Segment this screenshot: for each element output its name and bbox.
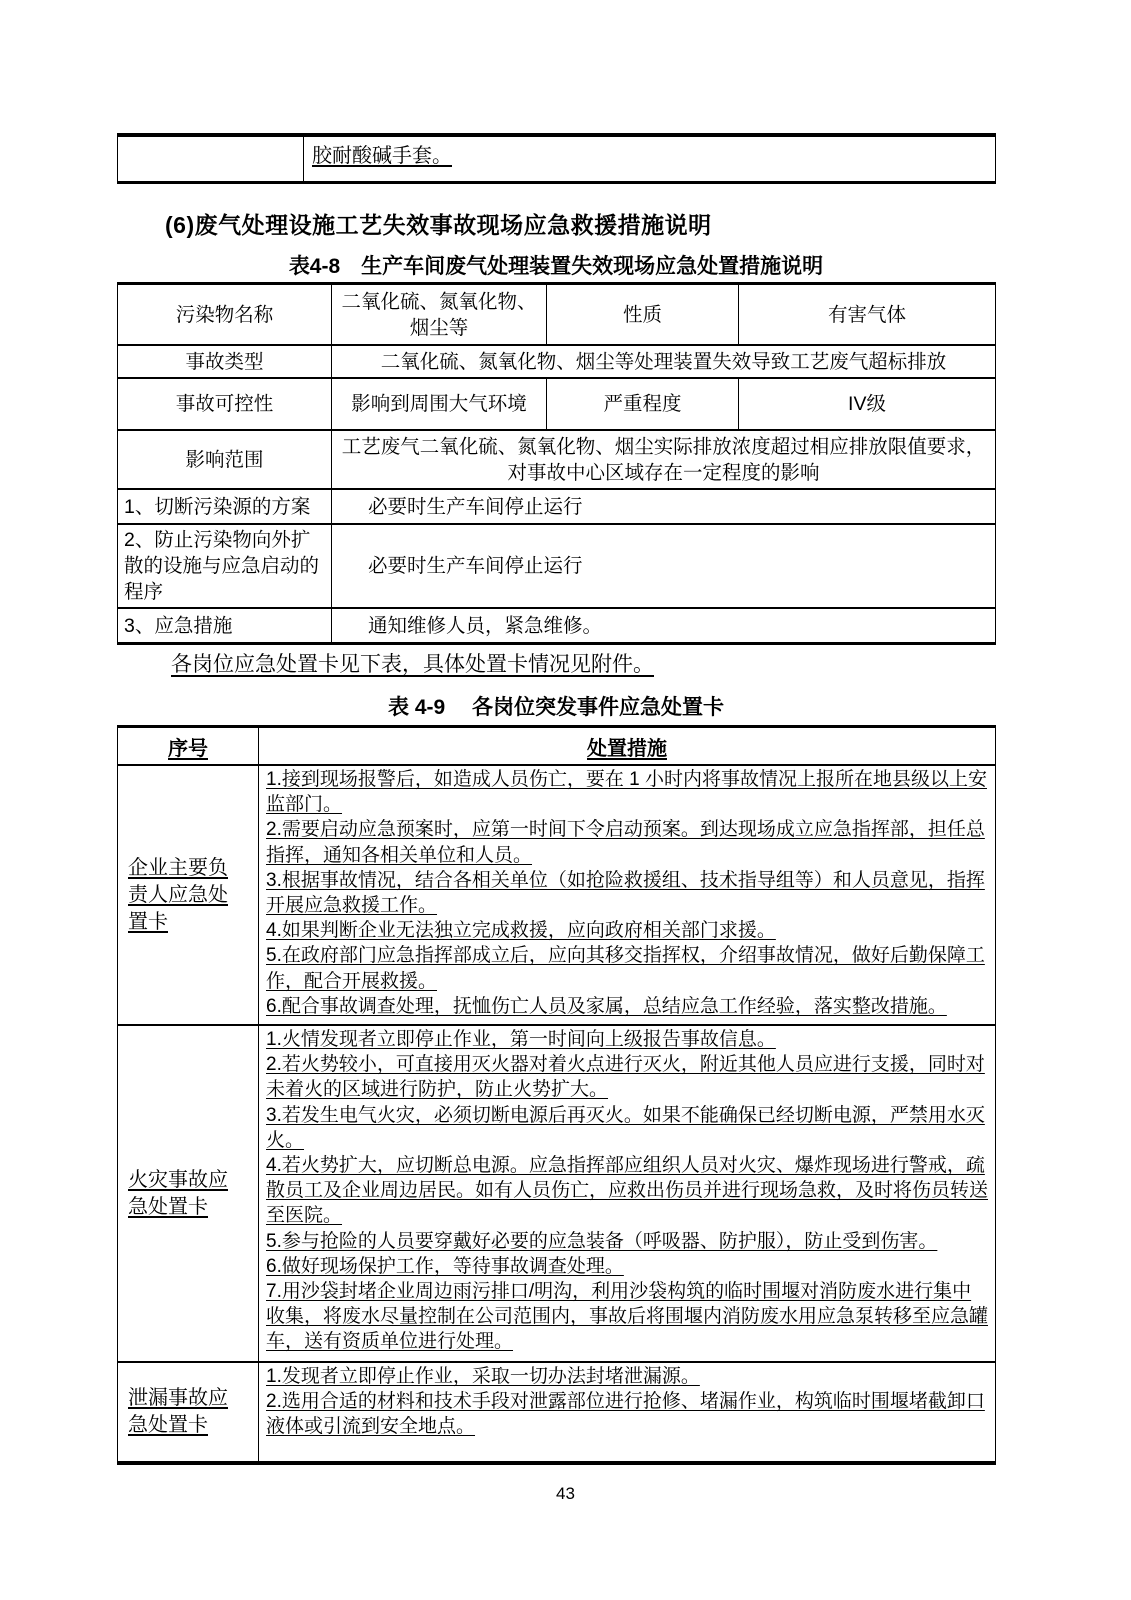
emergency-measure-label: 3、应急措施	[118, 608, 332, 644]
accident-type-value: 二氧化硫、氮氧化物、烟尘等处理装置失效导致工艺废气超标排放	[332, 345, 996, 378]
glove-text: 胶耐酸碱手套。	[312, 145, 452, 167]
section-heading: (6)废气处理设施工艺失效事故现场应急救援措施说明	[165, 212, 712, 238]
table-row	[118, 345, 996, 378]
top-partial-table	[117, 133, 996, 184]
pollutant-name-value: 二氧化硫、氮氧化物、烟尘等	[332, 284, 547, 346]
measure-item: 7.用沙袋封堵企业周边雨污排口/明沟，利用沙袋构筑的临时围堰对消防废水进行集中收集，将废水尽量控制在公司范围内，事故后将围堰内消防废水用应急泵转移至应急罐车，送有资质单位进行处理。	[266, 1281, 989, 1353]
measure-item: 1.发现者立即停止作业，采取一切办法封堵泄漏源。	[266, 1366, 700, 1387]
controllability-label: 事故可控性	[118, 378, 332, 430]
table-row	[118, 524, 996, 608]
table-row	[118, 765, 996, 1025]
table-row	[118, 1025, 996, 1362]
table-row	[118, 489, 996, 524]
property-label: 性质	[547, 284, 739, 346]
table-row	[118, 135, 996, 183]
card-measures-fire-accident	[259, 1025, 996, 1362]
top-table-text-cell	[304, 135, 996, 183]
controllability-value: 影响到周围大气环境	[332, 378, 547, 430]
measure-item: 5.参与抢险的人员要穿戴好必要的应急装备（呼吸器、防护服），防止受到伤害。	[266, 1230, 938, 1252]
card-label-enterprise-leader: 企业主要负责人应急处置卡	[118, 765, 259, 1025]
measure-item: 6.配合事故调查处理，抚恤伤亡人员及家属，总结应急工作经验，落实整改措施。	[266, 995, 947, 1017]
page-number: 43	[556, 1484, 575, 1503]
measure-item: 6.做好现场保护工作，等待事故调查处理。	[266, 1255, 624, 1277]
measure-item: 5.在政府部门应急指挥部成立后，应向其移交指挥权，介绍事故情况，做好后勤保障工作，配合开展救援。	[266, 945, 985, 992]
cutoff-plan-value: 必要时生产车间停止运行	[332, 489, 996, 524]
emergency-measure-value: 通知维修人员，紧急维修。	[332, 608, 996, 644]
card-label-leak-accident: 泄漏事故应急处置卡	[118, 1362, 259, 1463]
impact-scope-label: 影响范围	[118, 430, 332, 489]
prevention-facility-value: 必要时生产车间停止运行	[332, 524, 996, 608]
prevention-facility-label: 2、防止污染物向外扩散的设施与应急启动的程序	[118, 524, 332, 608]
header-serial-number: 序号	[118, 727, 259, 766]
measure-item: 4.如果判断企业无法独立完成救援，应向政府相关部门求援。	[266, 920, 776, 942]
measure-item: 1.火情发现者立即停止作业，第一时间向上级报告事故信息。	[266, 1029, 776, 1050]
measure-item: 1.接到现场报警后，如造成人员伤亡，要在 1 小时内将事故情况上报所在地县级以上安监部门。	[266, 769, 987, 816]
table-4-8	[117, 282, 996, 645]
table-row	[118, 430, 996, 489]
card-measures-leak-accident	[259, 1362, 996, 1463]
table-row	[118, 608, 996, 644]
measure-item: 2.若火势较小，可直接用灭火器对着火点进行灭火，附近其他人员应进行支援，同时对未着火的区域进行防护，防止火势扩大。	[266, 1054, 985, 1101]
property-value: 有害气体	[739, 284, 996, 346]
severity-label: 严重程度	[547, 378, 739, 430]
table-4-8-title: 表4-8 生产车间废气处理装置失效现场应急处置措施说明	[288, 255, 824, 278]
intro-text: 各岗位应急处置卡见下表，具体处置卡情况见附件。	[171, 653, 654, 676]
table-4-9	[117, 725, 996, 1465]
table-row	[118, 378, 996, 430]
impact-scope-value: 工艺废气二氧化硫、氮氧化物、烟尘实际排放浓度超过相应排放限值要求，对事故中心区域存在一定程度的影响	[332, 430, 996, 489]
card-label-fire-accident: 火灾事故应急处置卡	[118, 1025, 259, 1362]
pollutant-name-label: 污染物名称	[118, 284, 332, 346]
cutoff-plan-label: 1、切断污染源的方案	[118, 489, 332, 524]
header-measures: 处置措施	[259, 727, 996, 766]
measure-item: 2.选用合适的材料和技术手段对泄露部位进行抢修、堵漏作业，构筑临时围堰堵截卸口液体或引流到安全地点。	[266, 1391, 985, 1438]
top-table-empty-cell	[118, 135, 304, 183]
measure-item: 4.若火势扩大，应切断总电源。应急指挥部应组织人员对火灾、爆炸现场进行警戒，疏散员工及企业周边居民。如有人员伤亡，应救出伤员并进行现场急救，及时将伤员转送至医院。	[266, 1155, 989, 1227]
card-measures-enterprise-leader	[259, 765, 996, 1025]
table-row	[118, 1362, 996, 1463]
measure-item: 3.若发生电气火灾，必须切断电源后再灭火。如果不能确保已经切断电源，严禁用水灭火。	[266, 1104, 985, 1151]
table-header-row	[118, 727, 996, 766]
table-row	[118, 284, 996, 346]
measure-item: 3.根据事故情况，结合各相关单位（如抢险救援组、技术指导组等）和人员意见，指挥开展应急救援工作。	[266, 869, 985, 917]
severity-value: IV级	[739, 378, 996, 430]
accident-type-label: 事故类型	[118, 345, 332, 378]
table-4-9-title: 表 4-9 各岗位突发事件应急处置卡	[387, 696, 725, 719]
measure-item: 2.需要启动应急预案时，应第一时间下令启动预案。到达现场成立应急指挥部，担任总指挥，通知各相关单位和人员。	[266, 819, 985, 866]
